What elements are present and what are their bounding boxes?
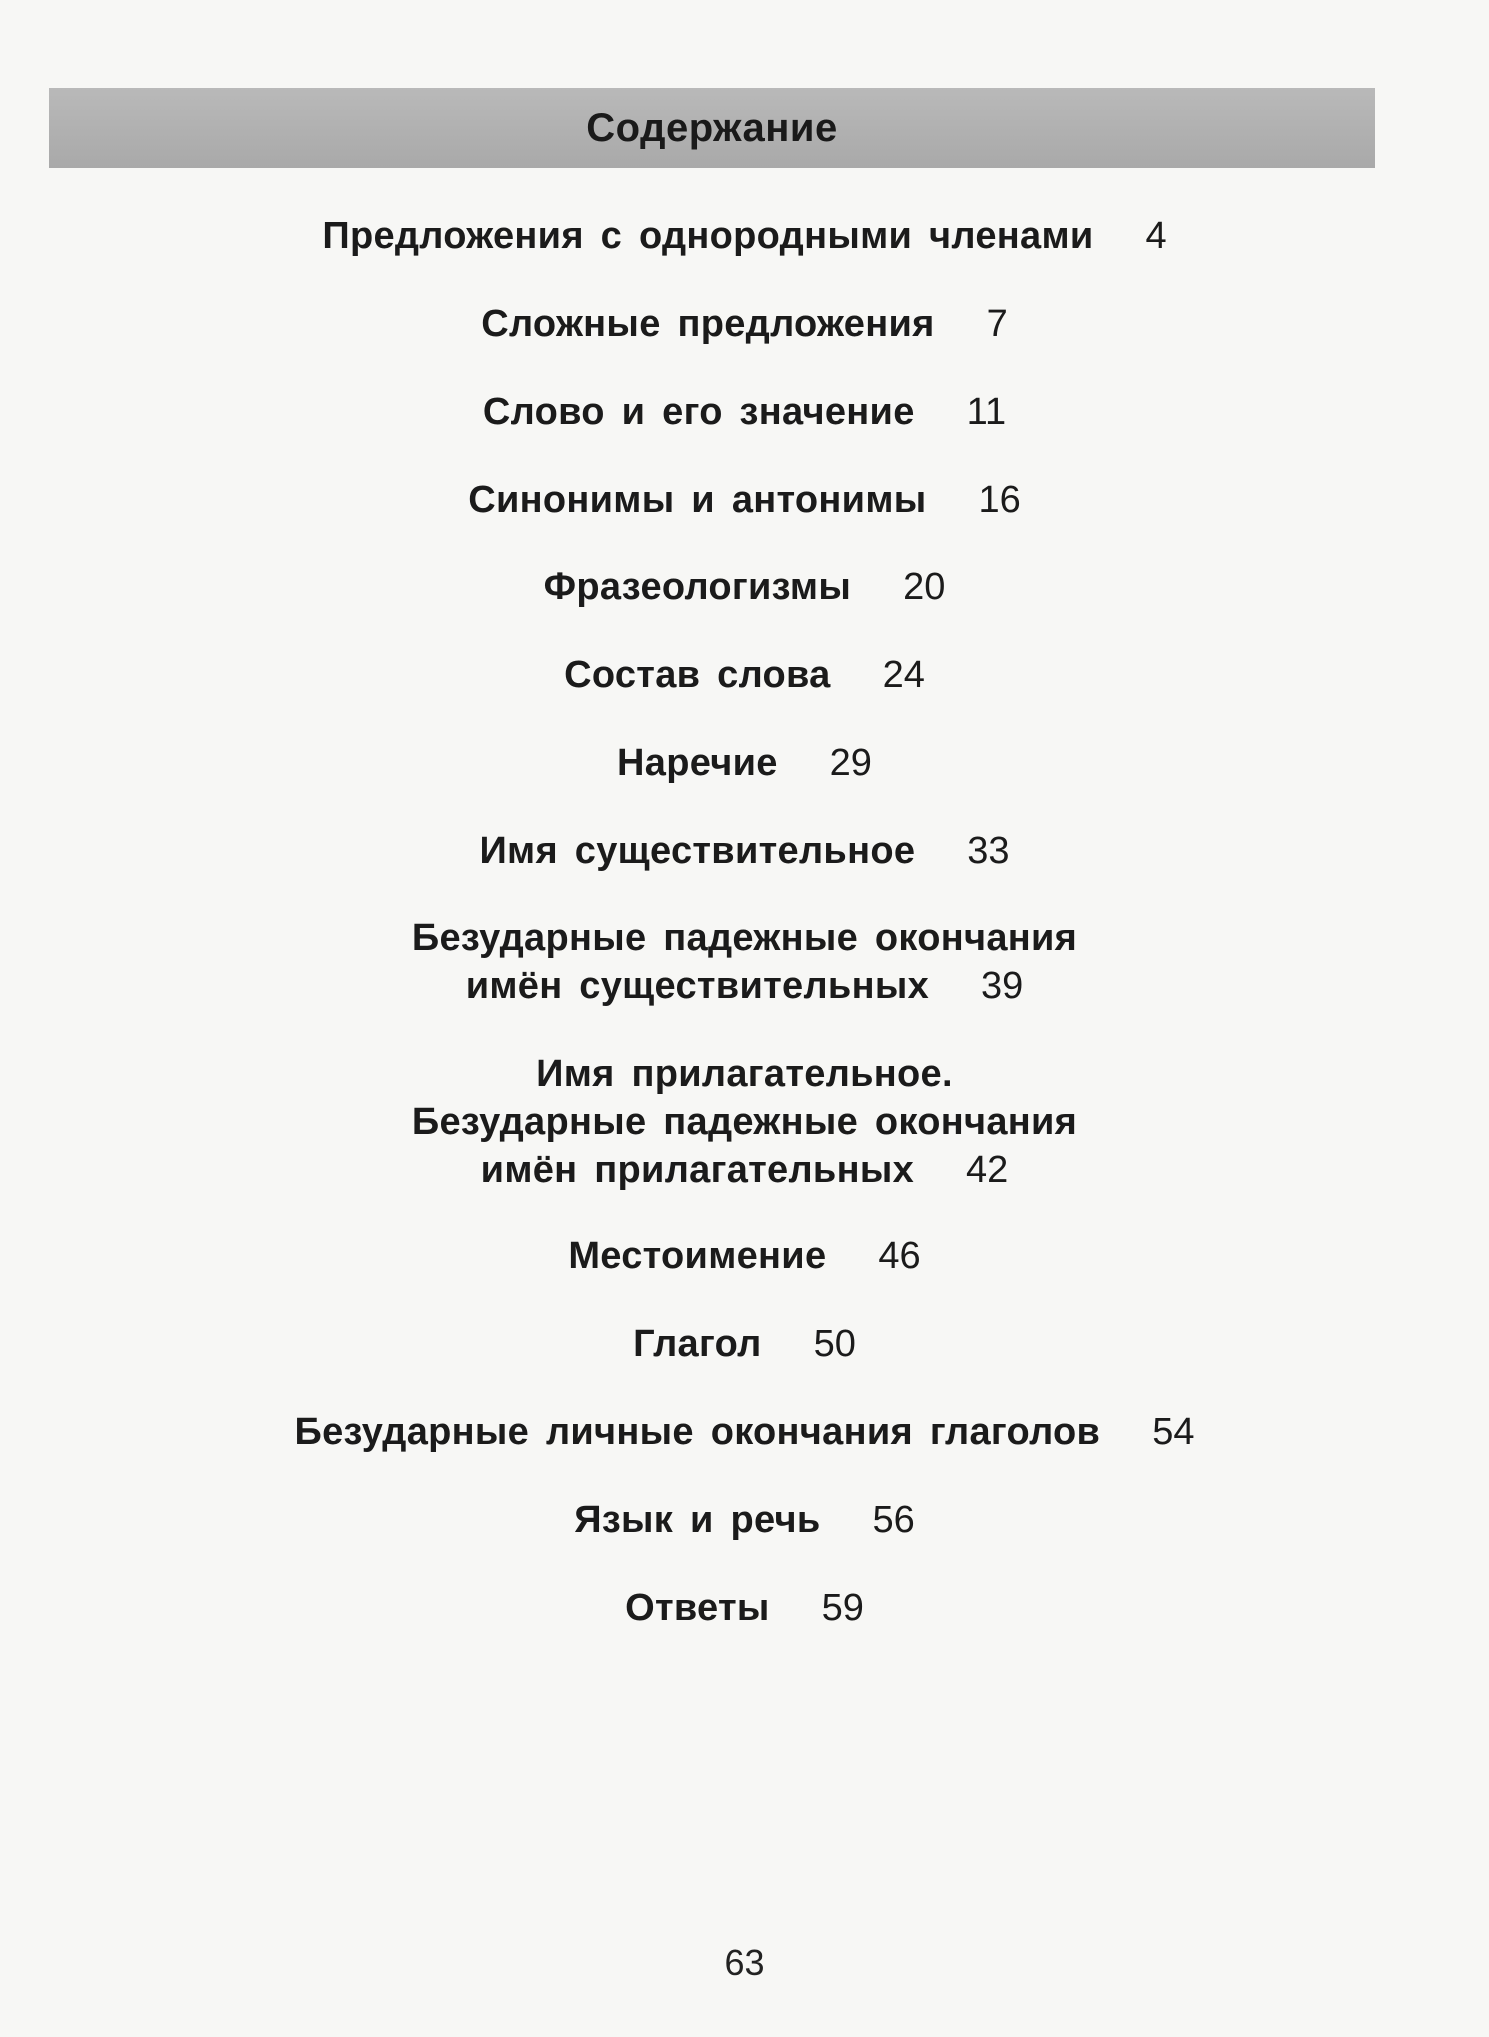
toc-entry[interactable] [0, 388, 1489, 436]
toc-entry-page: 54 [1152, 1411, 1195, 1453]
toc-entry-page: 4 [1145, 215, 1167, 257]
toc-entry-page: 16 [978, 479, 1021, 521]
toc-entry-title: Глагол [633, 1323, 762, 1365]
toc-entry-title: Ответы [625, 1587, 770, 1629]
toc-entry-title: Фразеологизмы [543, 566, 852, 608]
toc-entry[interactable] [0, 1232, 1489, 1280]
toc-entry-title: Местоимение [568, 1235, 827, 1277]
toc-entry-title: Имя существительное [479, 830, 916, 872]
toc-entry-page: 39 [981, 965, 1024, 1007]
toc-entry-page: 20 [903, 566, 946, 608]
toc-entry[interactable] [0, 563, 1489, 611]
toc-entry-title: Синонимы и антонимы [468, 479, 927, 521]
toc-entry-page: 50 [813, 1323, 856, 1365]
toc-entry[interactable] [0, 1050, 1489, 1194]
toc-entry-title-line: Безударные падежные окончания [411, 917, 1078, 959]
toc-entry-title: Слово и его значение [482, 391, 915, 433]
page-number: 63 [724, 1942, 765, 1983]
toc-entry-title-line: Безударные падежные окончания [411, 1101, 1078, 1143]
toc-entry[interactable] [0, 300, 1489, 348]
toc-entry[interactable] [0, 651, 1489, 699]
toc-entry-page: 59 [821, 1587, 864, 1629]
contents-header-bar [49, 88, 1375, 168]
toc-entry-page: 33 [967, 830, 1010, 872]
toc-entry-page: 56 [872, 1499, 915, 1541]
toc-entry-page: 42 [966, 1149, 1009, 1191]
toc-entry[interactable] [0, 212, 1489, 260]
toc-entry-title-line: имён прилагательных [480, 1149, 915, 1191]
toc-entry-title: Предложения с однородными членами [322, 215, 1094, 257]
toc-entry-page: 7 [986, 303, 1008, 345]
toc-entry-page: 29 [829, 742, 872, 784]
toc-entry[interactable] [0, 1408, 1489, 1456]
toc-entry-title-line: имён существительных [465, 965, 930, 1007]
toc-entry[interactable] [0, 1496, 1489, 1544]
toc-entry-title: Сложные предложения [481, 303, 935, 345]
toc-entry[interactable] [0, 1320, 1489, 1368]
toc-entry[interactable] [0, 1584, 1489, 1632]
toc-entry[interactable] [0, 739, 1489, 787]
toc-entry-page: 11 [966, 391, 1007, 433]
toc-entry-title: Безударные личные окончания глаголов [294, 1411, 1101, 1453]
toc-entry-page: 24 [882, 654, 925, 696]
toc-entry[interactable] [0, 476, 1489, 524]
toc-entry[interactable] [0, 914, 1489, 1010]
toc-entry[interactable] [0, 827, 1489, 875]
toc-entry-title-line: Имя прилагательное. [536, 1053, 953, 1095]
toc-entry-title: Язык и речь [574, 1499, 821, 1541]
contents-title: Содержание [586, 105, 838, 150]
toc-entry-title: Состав слова [564, 654, 831, 696]
toc-entry-page: 46 [878, 1235, 921, 1277]
toc-entry-title: Наречие [617, 742, 778, 784]
